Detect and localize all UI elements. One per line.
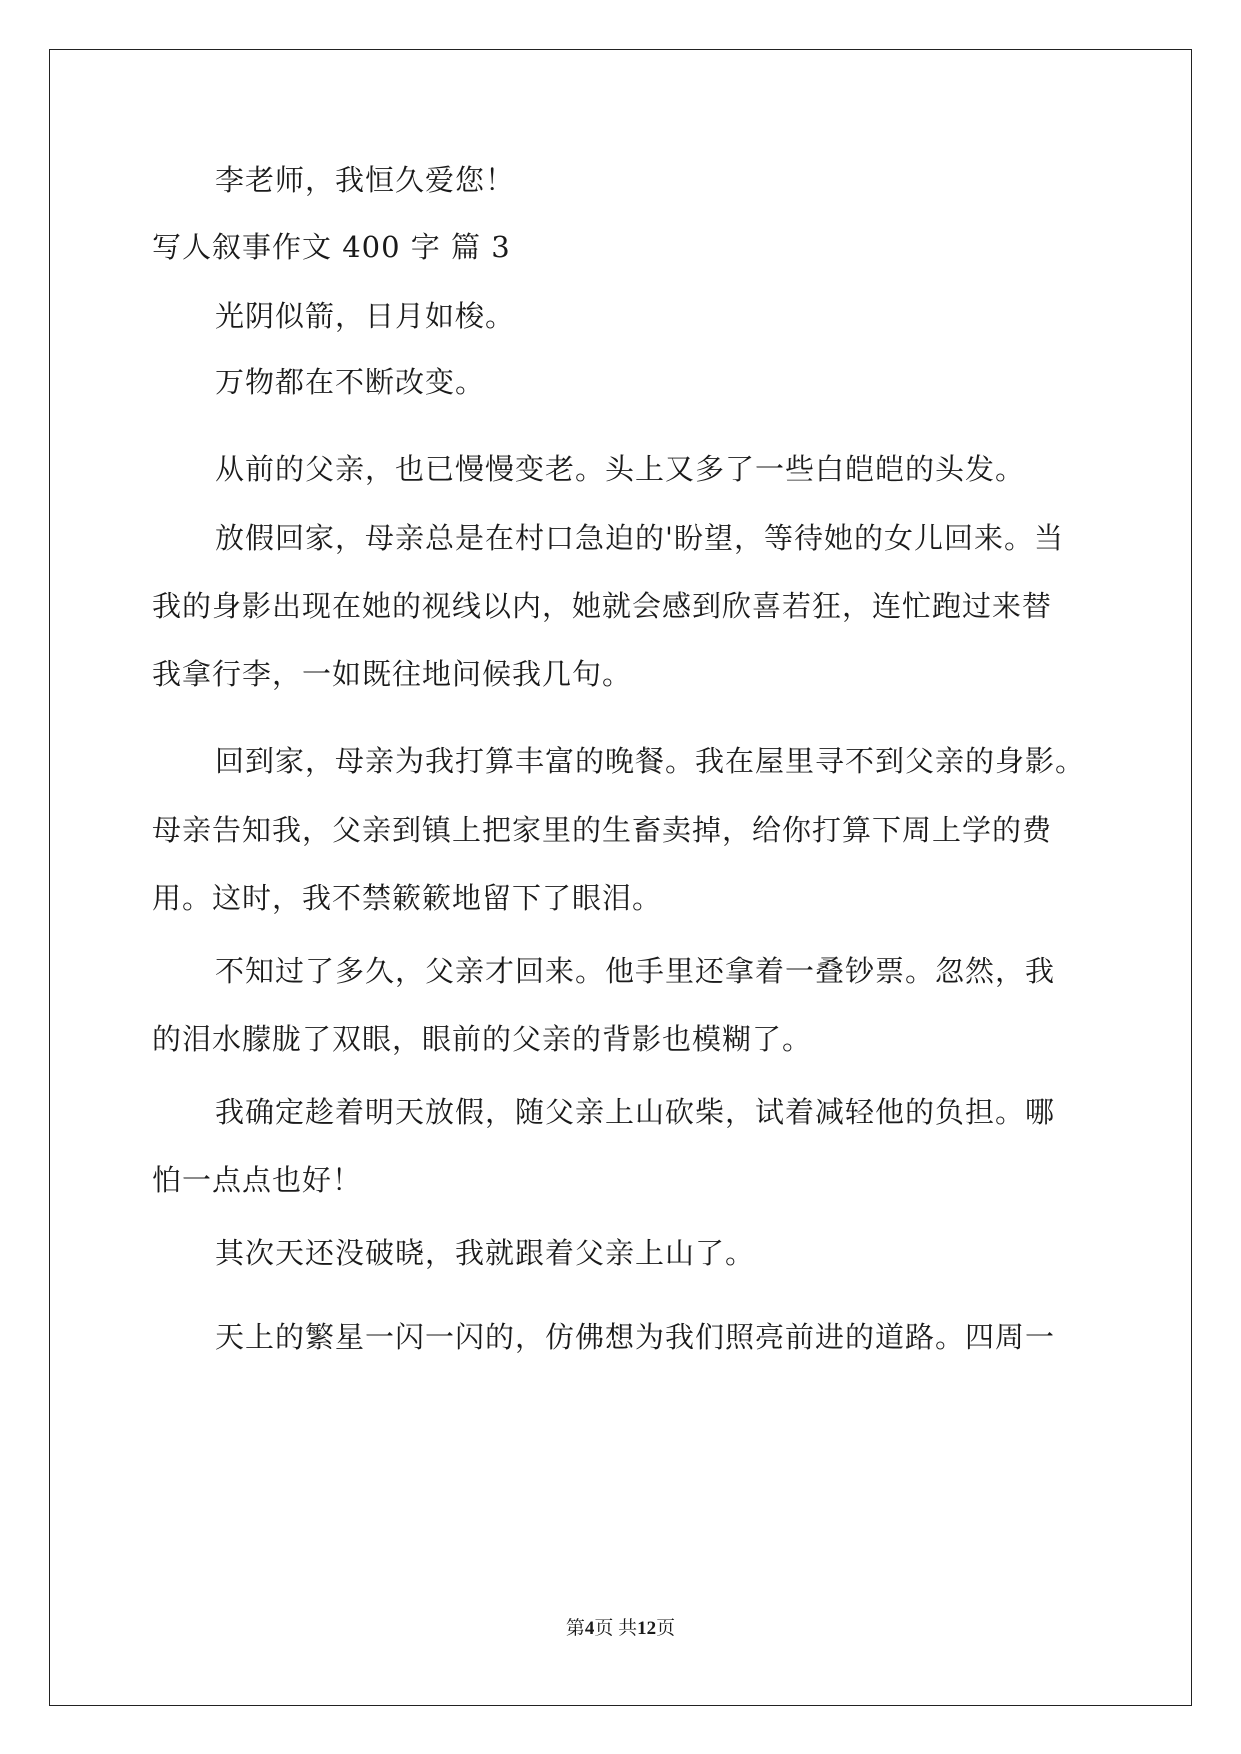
footer-prefix: 第	[565, 1618, 585, 1639]
section-heading: 写人叙事作文 400 字 篇 3	[152, 230, 511, 264]
text-line: 回到家，母亲为我打算丰富的晚餐。我在屋里寻不到父亲的身影。	[215, 744, 1086, 778]
text-line: 的泪水朦胧了双眼，眼前的父亲的背影也模糊了。	[152, 1022, 813, 1056]
text-line: 怕一点点也好！	[152, 1163, 363, 1197]
footer-suffix: 页	[656, 1618, 676, 1639]
text-line: 李老师，我恒久爱您！	[215, 163, 516, 197]
current-page-number: 4	[584, 1618, 595, 1639]
text-line: 不知过了多久，父亲才回来。他手里还拿着一叠钞票。忽然，我	[215, 954, 1056, 988]
text-line: 我拿行李，一如既往地问候我几句。	[152, 657, 633, 691]
text-line: 其次天还没破晓，我就跟着父亲上山了。	[215, 1236, 756, 1270]
text-line: 母亲告知我，父亲到镇上把家里的生畜卖掉，给你打算下周上学的费	[152, 813, 1053, 847]
text-line: 天上的繁星一闪一闪的，仿佛想为我们照亮前进的道路。四周一	[215, 1320, 1056, 1354]
total-pages-number: 12	[637, 1618, 657, 1639]
text-line: 从前的父亲，也已慢慢变老。头上又多了一些白皑皑的头发。	[215, 452, 1026, 486]
text-line: 我的身影出现在她的视线以内，她就会感到欣喜若狂，连忙跑过来替	[152, 589, 1053, 623]
text-line: 用。这时，我不禁簌簌地留下了眼泪。	[152, 881, 663, 915]
text-line: 放假回家，母亲总是在村口急迫的'盼望，等待她的女儿回来。当	[215, 521, 1064, 555]
text-line: 万物都在不断改变。	[215, 365, 486, 399]
text-line: 我确定趁着明天放假，随父亲上山砍柴，试着减轻他的负担。哪	[215, 1095, 1056, 1129]
page-footer	[0, 1617, 1241, 1641]
text-line: 光阴似箭，日月如梭。	[215, 299, 516, 333]
footer-middle: 页 共	[594, 1618, 638, 1639]
